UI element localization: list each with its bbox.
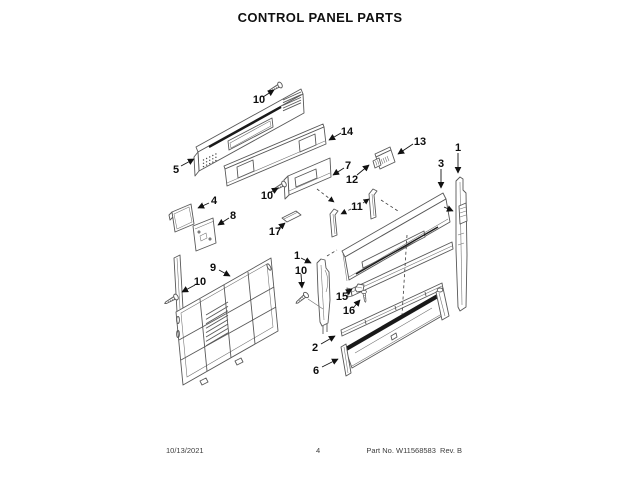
footer-date: 10/13/2021	[166, 446, 204, 455]
callout-3: 3	[437, 158, 445, 170]
footer-part-info: Part No. W11568583 Rev. B	[366, 446, 462, 455]
page-title: CONTROL PANEL PARTS	[237, 10, 403, 25]
part-7-display-housing	[284, 158, 331, 199]
part-10-screw-top	[267, 81, 283, 94]
callout-9: 9	[209, 262, 217, 274]
callout-7: 7	[344, 160, 352, 172]
footer-page-number: 4	[316, 446, 321, 455]
part-1-end-cap-left	[317, 259, 330, 334]
callout-12: 12	[345, 174, 359, 186]
part-11-bracket-right	[369, 189, 377, 219]
callout-5: 5	[172, 164, 180, 176]
callout-2: 2	[311, 342, 319, 354]
callout-17: 17	[268, 226, 282, 238]
callout-11: 11	[351, 201, 363, 213]
part-16-screw	[361, 290, 368, 303]
callout-4: 4	[210, 195, 218, 207]
part-17-clip-strip	[282, 211, 301, 222]
part-9-rear-access-panel	[174, 255, 278, 385]
part-6-glass-panel	[341, 288, 449, 376]
callout-14: 14	[340, 126, 354, 138]
callout-6: 6	[312, 365, 320, 377]
callout-15: 15	[335, 291, 349, 303]
callout-8: 8	[229, 210, 237, 222]
callout-10-left: 10	[193, 276, 207, 288]
part-10-screw-center	[294, 291, 309, 305]
callout-13: 13	[413, 136, 427, 148]
callout-1-right: 1	[454, 142, 462, 154]
callout-16: 16	[342, 305, 356, 317]
callout-10-center: 10	[294, 265, 308, 277]
part-8-board-cover	[193, 218, 216, 251]
callout-10-top: 10	[252, 94, 266, 106]
part-1-end-cap-right	[456, 177, 467, 311]
part-4-control-board	[169, 204, 194, 232]
part-11-bracket-left	[330, 209, 338, 237]
callout-10-middle: 10	[260, 190, 274, 202]
callout-1-left: 1	[293, 250, 301, 262]
